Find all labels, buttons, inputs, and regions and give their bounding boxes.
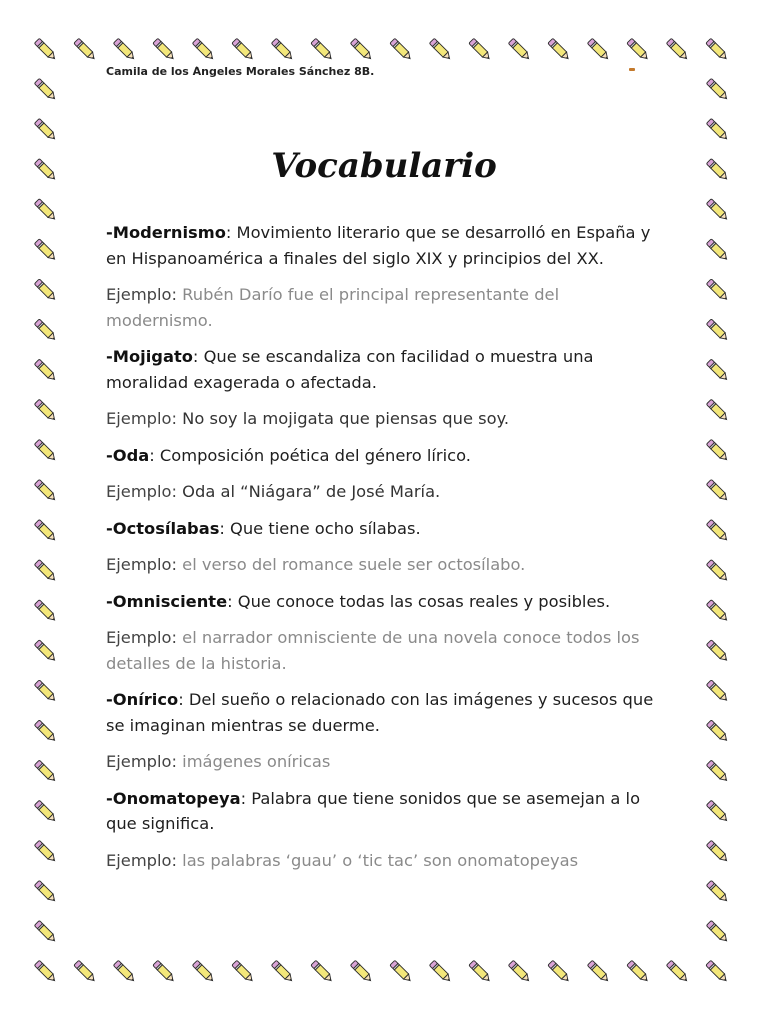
definition-paragraph [106,589,666,615]
pencil-icon [706,118,730,142]
pencil-icon [706,439,730,463]
pencil-icon [34,399,58,423]
pencil-icon [34,239,58,263]
pencil-icon [271,38,295,62]
pencil-icon [34,760,58,784]
pencil-icon [350,38,374,62]
pencil-icon [192,960,216,984]
example-paragraph [106,406,666,432]
pencil-icon [706,399,730,423]
pencil-icon [34,319,58,343]
pencil-icon [34,279,58,303]
definition-text: : Del sueño o relacionado con las imágenes y sucesos que se imaginan mientras se duerme. [106,690,654,735]
pencil-icon [706,760,730,784]
example-text: imágenes oníricas [182,752,331,771]
pencil-icon [429,38,453,62]
pencil-icon [74,38,98,62]
pencil-icon [232,960,256,984]
pencil-icon [508,38,532,62]
pencil-icon [34,118,58,142]
vocabulary-term: -Onírico [106,690,179,709]
vocabulary-term: -Oda [106,445,150,465]
pencil-icon [113,960,137,984]
pencil-icon [627,960,651,984]
pencil-icon [706,880,730,904]
definition-text: : Que conoce todas las cosas reales y posibles. [227,591,611,611]
pencil-icon [706,239,730,263]
pencil-icon [706,78,730,102]
example-label: Ejemplo: [106,409,183,428]
pencil-icon [666,38,690,62]
pencil-icon [34,640,58,664]
pencil-icon [232,38,256,62]
example-text: el narrador omnisciente de una novela conoce todos los detalles de la historia. [106,628,640,673]
pencil-icon [311,38,335,62]
pencil-icon [34,38,58,62]
vocabulary-term: -Onomatopeya [106,788,241,808]
pencil-icon [34,479,58,503]
pencil-icon [271,960,295,984]
pencil-icon [34,439,58,463]
vocabulary-entry [106,443,666,505]
pencil-icon [706,560,730,584]
pencil-icon [153,960,177,984]
pencil-icon [74,960,98,984]
page-title: Vocabulario [271,146,497,186]
pencil-icon [34,359,58,383]
example-label: Ejemplo: [106,628,183,647]
pencil-icon [627,38,651,62]
pencil-icon [34,800,58,824]
pencil-icon [311,960,335,984]
pencil-icon [34,680,58,704]
vocabulary-entry [106,344,666,432]
example-label: Ejemplo: [106,482,183,501]
example-paragraph [106,479,666,505]
vocabulary-entry [106,516,666,578]
pencil-icon [113,38,137,62]
vocabulary-entry [106,220,666,333]
pencil-icon [34,960,58,984]
pencil-icon [587,960,611,984]
vocabulary-entry [106,687,666,775]
pencil-icon [706,199,730,223]
definition-paragraph [106,443,666,469]
pencil-icon [706,319,730,343]
pencil-icon [192,38,216,62]
pencil-icon [706,38,730,62]
decorative-mark [629,68,635,71]
example-label: Ejemplo: [106,555,183,574]
pencil-icon [153,38,177,62]
definition-text: : Que tiene ocho sílabas. [219,518,421,538]
pencil-icon [706,600,730,624]
pencil-icon [429,960,453,984]
pencil-icon [34,600,58,624]
example-label: Ejemplo: [106,285,183,304]
pencil-icon [548,960,572,984]
definition-paragraph [106,687,666,738]
definition-paragraph [106,344,666,395]
pencil-icon [666,960,690,984]
pencil-icon [34,199,58,223]
definition-paragraph [106,786,666,837]
pencil-icon [350,960,374,984]
pencil-icon [469,38,493,62]
pencil-icon [706,479,730,503]
vocabulary-term: -Octosílabas [106,518,220,538]
pencil-icon [706,279,730,303]
pencil-icon [508,960,532,984]
vocabulary-list [106,220,666,884]
vocabulary-term: -Modernismo [106,223,226,242]
example-text: No soy la mojigata que piensas que soy. [182,409,510,428]
pencil-icon [390,38,414,62]
example-paragraph [106,625,666,676]
pencil-icon [34,720,58,744]
example-label: Ejemplo: [106,752,183,771]
pencil-icon [390,960,414,984]
vocabulary-entry [106,786,666,874]
pencil-icon [706,519,730,543]
definition-text: : Que se escandaliza con facilidad o muestra una moralidad exagerada o afectada. [106,347,594,392]
pencil-icon [34,840,58,864]
example-paragraph [106,848,666,874]
example-text: Oda al “Niágara” de José María. [182,482,441,501]
example-paragraph [106,749,666,775]
author-name: Camila de los Ángeles Morales Sánchez 8B. [106,66,375,78]
pencil-icon [34,519,58,543]
pencil-icon [34,78,58,102]
vocabulary-term: -Omnisciente [106,591,228,611]
pencil-icon [706,960,730,984]
pencil-icon [706,920,730,944]
pencil-icon [706,720,730,744]
pencil-icon [34,880,58,904]
pencil-icon [548,38,572,62]
example-paragraph [106,552,666,578]
example-text: las palabras ‘guau’ o ‘tic tac’ son onomatopeyas [182,850,579,870]
definition-paragraph [106,516,666,542]
definition-text: : Movimiento literario que se desarrolló en España y en Hispanoamérica a finales del siglo XIX y principios del XX. [106,223,651,268]
pencil-icon [706,800,730,824]
pencil-icon [706,640,730,664]
pencil-icon [706,680,730,704]
definition-paragraph [106,220,666,271]
definition-text: : Palabra que tiene sonidos que se asemejan a lo que significa. [106,788,641,833]
pencil-icon [587,38,611,62]
example-text: el verso del romance suele ser octosílabo. [182,555,526,574]
pencil-icon [706,840,730,864]
vocabulary-entry [106,589,666,677]
example-label: Ejemplo: [106,850,183,870]
definition-text: : Composición poética del género lírico. [149,445,471,465]
pencil-icon [706,359,730,383]
pencil-icon [469,960,493,984]
pencil-icon [34,560,58,584]
example-paragraph [106,282,666,333]
example-text: Rubén Darío fue el principal representante del modernismo. [106,285,560,330]
vocabulary-term: -Mojigato [106,347,193,366]
pencil-icon [34,920,58,944]
